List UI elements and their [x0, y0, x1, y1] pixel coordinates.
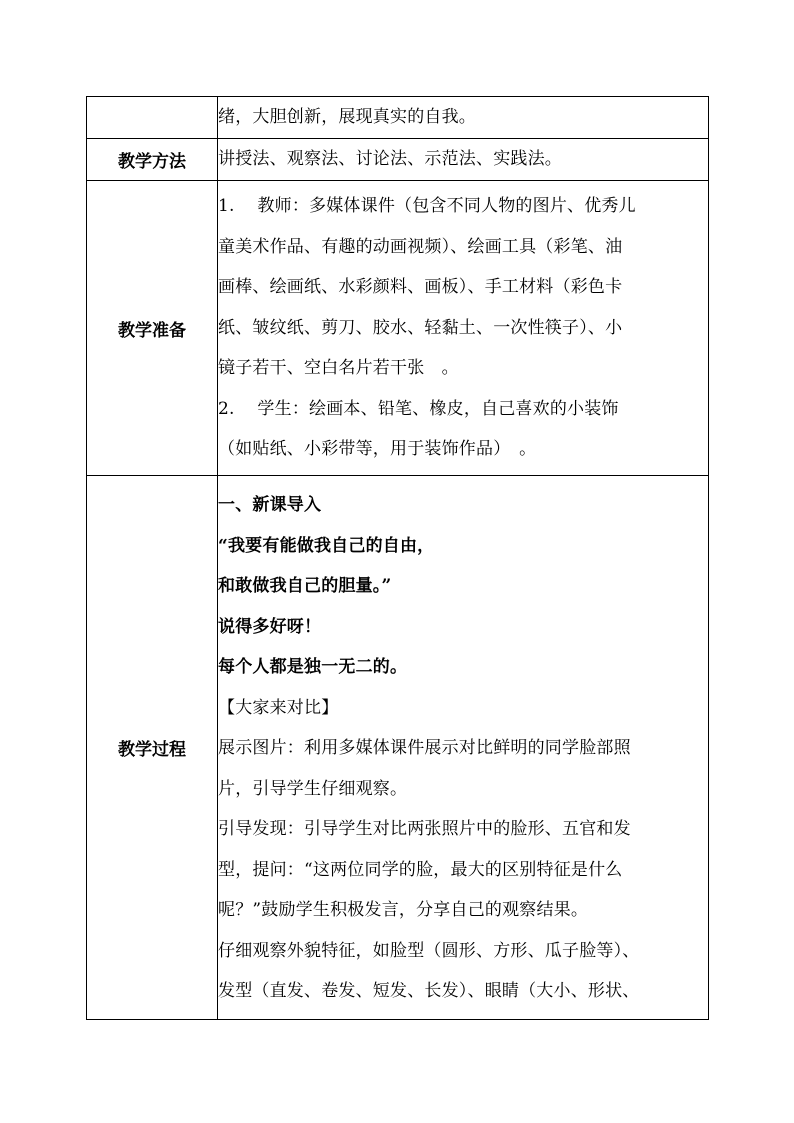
subsection-heading: 【大家来对比】 [218, 697, 339, 718]
quote-line: “我要有能做我自己的自由， [218, 535, 435, 556]
row-label-teaching-method: 教学方法 [87, 139, 218, 181]
text-line: 发型（直发、卷发、短发、长发）、眼睛（大小、形状、 [218, 981, 640, 1002]
lesson-plan-table [86, 96, 709, 1020]
table-row [87, 97, 709, 139]
row-content [218, 476, 709, 1020]
row-content [218, 97, 709, 139]
text-line: 呢？”鼓励学生积极发言，分享自己的观察结果。 [218, 900, 589, 921]
text-line: 仔细观察外貌特征，如脸型（圆形、方形、瓜子脸等）、 [218, 940, 640, 961]
text-line: （如贴纸、小彩带等，用于装饰作品） 。 [218, 439, 537, 460]
row-label-teaching-process: 教学过程 [87, 476, 218, 1020]
text-line: 童美术作品、有趣的动画视频）、绘画工具（彩笔、油 [218, 236, 623, 257]
row-label [87, 97, 218, 139]
text-line: 2. 学生：绘画本、铅笔、橡皮，自己喜欢的小装饰 [218, 398, 619, 419]
table-row [87, 476, 709, 1020]
text-line: 纸、皱纹纸、剪刀、胶水、轻黏土、一次性筷子）、小 [218, 317, 623, 338]
text-line: 画棒、绘画纸、水彩颜料、画板）、手工材料（彩色卡 [218, 277, 623, 298]
text-line: 引导发现：引导学生对比两张照片中的脸形、五官和发 [218, 819, 631, 840]
text-line: 型，提问：“这两位同学的脸，最大的区别特征是什么 [218, 859, 623, 880]
section-heading: 一、新课导入 [218, 495, 322, 516]
text-line: 展示图片：利用多媒体课件展示对比鲜明的同学脸部照 [218, 738, 631, 759]
text-line: 片，引导学生仔细观察。 [218, 778, 408, 799]
table-row [87, 181, 709, 476]
text-line: 每个人都是独一无二的。 [218, 657, 408, 678]
text-line: 说得多好呀！ [218, 616, 322, 637]
text-line: 1. 教师：多媒体课件（包含不同人物的图片、优秀儿 [218, 196, 636, 217]
text-line: 绪，大胆创新，展现真实的自我。 [218, 107, 476, 128]
table-row [87, 139, 709, 181]
row-content [218, 181, 709, 476]
text-line: 讲授法、观察法、讨论法、示范法、实践法。 [218, 149, 562, 170]
row-content [218, 139, 709, 181]
row-label-teaching-preparation: 教学准备 [87, 181, 218, 476]
text-line: 镜子若干、空白名片若干张 。 [218, 358, 459, 379]
quote-line: 和敢做我自己的胆量。” [218, 576, 392, 597]
